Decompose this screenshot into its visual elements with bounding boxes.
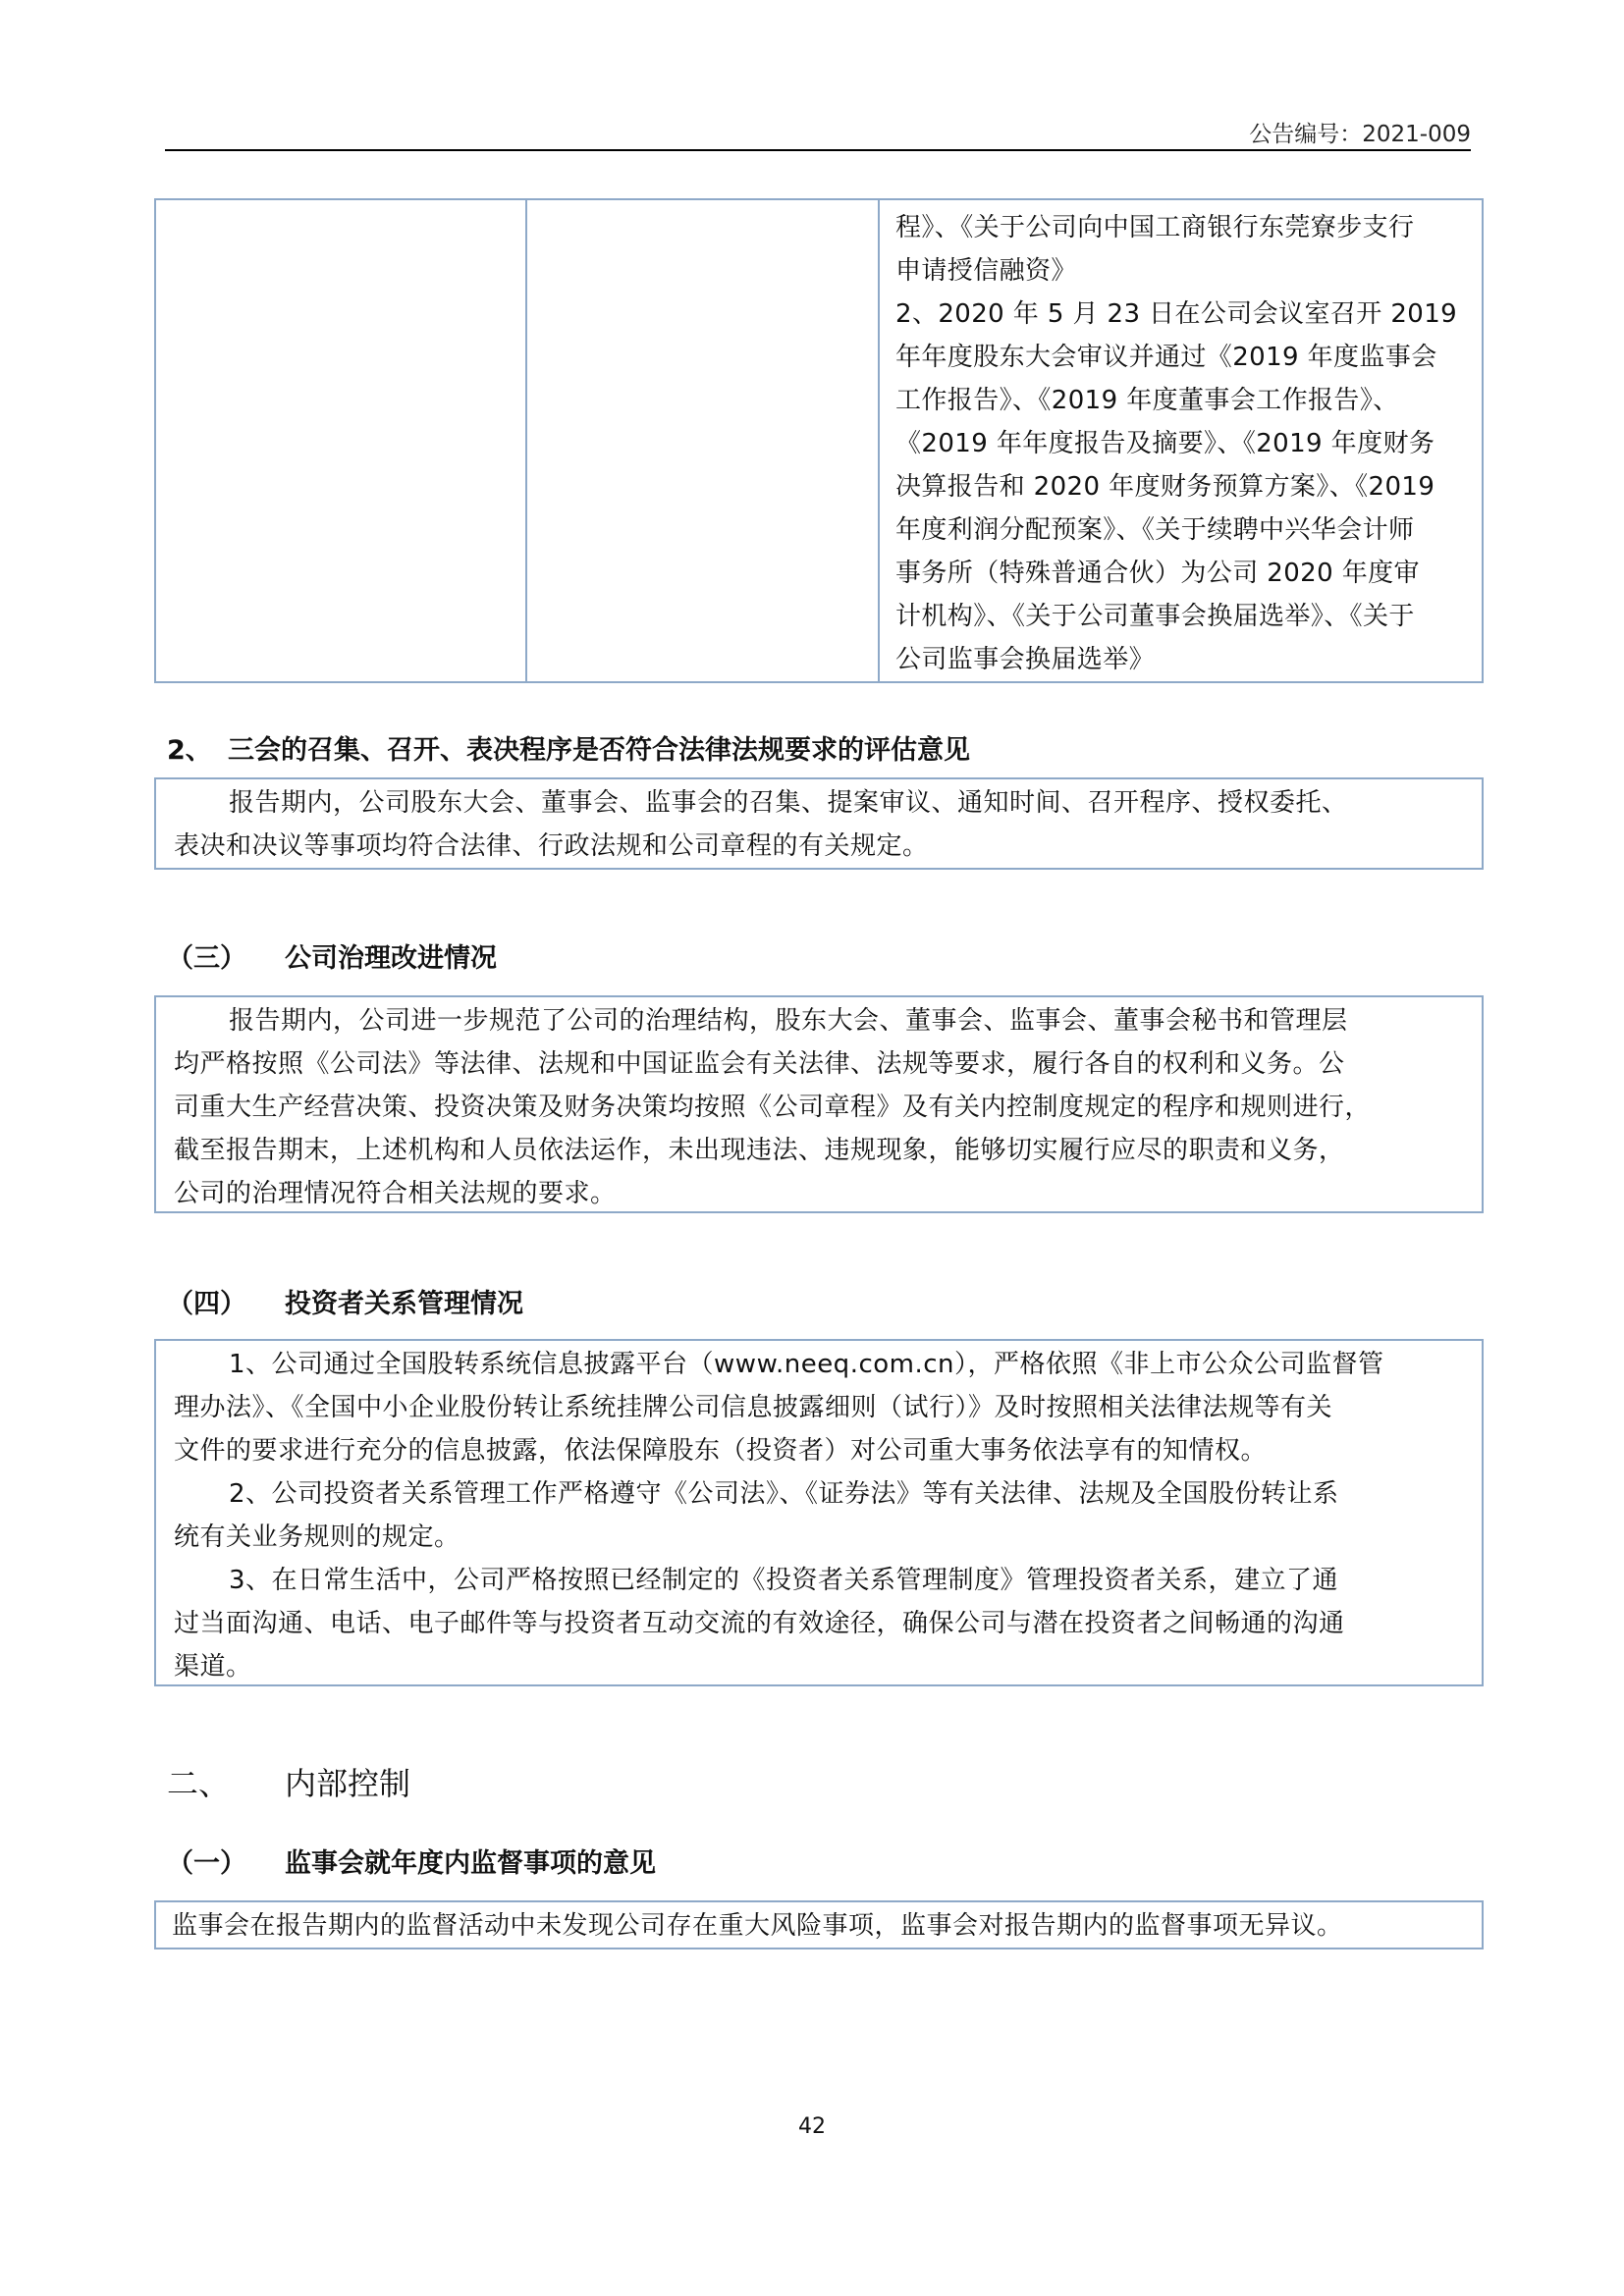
paragraph-line: 报告期内，公司股东大会、董事会、监事会的召集、提案审议、通知时间、召开程序、授权委托、 (229, 788, 1348, 818)
paragraph-line: 截至报告期末，上述机构和人员依法运作，未出现违法、违规现象，能够切实履行应尽的职责和义务， (174, 1136, 1345, 1165)
table-line: 决算报告和 2020 年度财务预算方案》、《2019 (895, 472, 1435, 502)
paragraph-line: 1、公司通过全国股转系统信息披露平台（www.neeq.com.cn），严格依照《非上市公众公司监督管 (229, 1350, 1384, 1379)
page-number: 42 (798, 2114, 826, 2139)
table-line: 年度利润分配预案》、《关于续聘中兴华会计师 (895, 515, 1415, 545)
section5-text (156, 1902, 1482, 1948)
section2-box (154, 777, 1484, 870)
section-title: 公司治理改进情况 (285, 943, 497, 974)
section-number: 2、 (167, 735, 212, 766)
section-heading-3 (167, 936, 497, 975)
table-cell-col3 (879, 199, 1483, 682)
section-title: 投资者关系管理情况 (285, 1289, 523, 1319)
doc-number: 公告编号：2021-009 (1249, 122, 1471, 147)
section3-box (154, 995, 1484, 1213)
paragraph-line: 统有关业务规则的规定。 (174, 1522, 460, 1552)
table-cell-col1 (155, 199, 526, 682)
paragraph-line: 过当面沟通、电话、电子邮件等与投资者互动交流的有效途径，确保公司与潜在投资者之间畅通的沟通 (174, 1609, 1345, 1638)
table-line: 公司监事会换届选举》 (895, 645, 1156, 674)
table-line: 《2019 年年度报告及摘要》、《2019 年度财务 (895, 429, 1435, 458)
paragraph-line: 2、公司投资者关系管理工作严格遵守《公司法》、《证券法》等有关法律、法规及全国股份转让系 (229, 1479, 1339, 1509)
part-number: 二、 (167, 1765, 231, 1802)
section5-box (154, 1900, 1484, 1949)
section-number: （一） (167, 1848, 246, 1879)
paragraph-line: 理办法》、《全国中小企业股份转让系统挂牌公司信息披露细则（试行）》及时按照相关法律法规等有关 (174, 1393, 1333, 1422)
paragraph-line: 司重大生产经营决策、投资决策及财务决策均按照《公司章程》及有关内控制度规定的程序和规则进行， (174, 1093, 1372, 1122)
section-number: （三） (167, 943, 246, 974)
paragraph-line: 公司的治理情况符合相关法规的要求。 (174, 1179, 617, 1208)
section-heading-4 (167, 1282, 523, 1320)
table-line: 申请授信融资》 (895, 256, 1077, 286)
table-line: 2、2020 年 5 月 23 日在公司会议室召开 2019 (895, 299, 1458, 329)
section-number: （四） (167, 1289, 246, 1319)
section-heading-2 (167, 728, 970, 767)
paragraph-line: 渠道。 (174, 1652, 252, 1682)
part-title: 内部控制 (285, 1765, 411, 1802)
paragraph-line: 监事会在报告期内的监督活动中未发现公司存在重大风险事项，监事会对报告期内的监督事项无异议。 (172, 1911, 1343, 1941)
section4-box (154, 1339, 1484, 1686)
header-rule (165, 149, 1471, 151)
table-line: 事务所（特殊普通合伙）为公司 2020 年度审 (895, 559, 1420, 588)
paragraph-line: 均严格按照《公司法》等法律、法规和中国证监会有关法律、法规等要求，履行各自的权利和义务。公 (174, 1049, 1345, 1079)
paragraph-line: 3、在日常生活中，公司严格按照已经制定的《投资者关系管理制度》管理投资者关系，建立了通 (229, 1566, 1339, 1595)
paragraph-line: 文件的要求进行充分的信息披露，依法保障股东（投资者）对公司重大事务依法享有的知情权。 (174, 1436, 1268, 1466)
section3-text (156, 997, 1482, 1215)
table-cell-text (880, 200, 1482, 681)
paragraph-line: 报告期内，公司进一步规范了公司的治理结构，股东大会、董事会、监事会、董事会秘书和管理层 (229, 1006, 1348, 1036)
table-line: 工作报告》、《2019 年度董事会工作报告》、 (895, 386, 1399, 415)
section-heading-5 (167, 1842, 656, 1880)
table-cell-col2 (526, 199, 879, 682)
paragraph-line: 表决和决议等事项均符合法律、行政法规和公司章程的有关规定。 (174, 831, 929, 861)
section-title: 监事会就年度内监督事项的意见 (285, 1848, 656, 1879)
section2-text (156, 779, 1482, 868)
continued-table (154, 198, 1484, 683)
table-line: 年年度股东大会审议并通过《2019 年度监事会 (895, 343, 1437, 372)
table-line: 程》、《关于公司向中国工商银行东莞寮步支行 (895, 213, 1415, 242)
table-line: 计机构》、《关于公司董事会换届选举》、《关于 (895, 602, 1415, 631)
part-heading-2 (167, 1759, 410, 1804)
section4-text (156, 1341, 1482, 1688)
section-title: 三会的召集、召开、表决程序是否符合法律法规要求的评估意见 (228, 735, 970, 766)
